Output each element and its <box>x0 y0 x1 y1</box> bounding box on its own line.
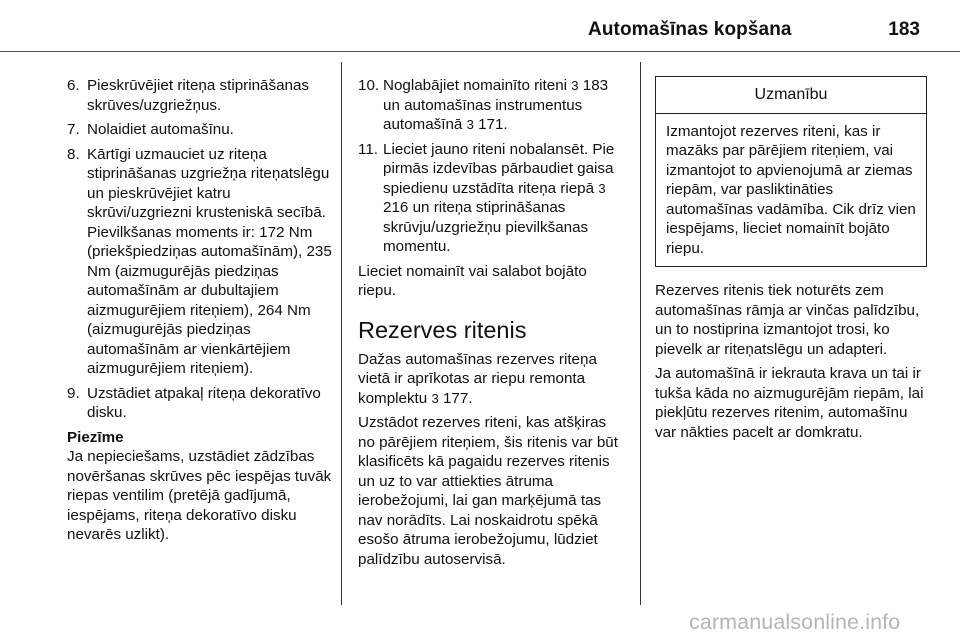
reference-page-link[interactable]: 183 <box>582 77 609 94</box>
step-8 <box>67 145 335 379</box>
watermark-text: carmanualsonline.info <box>689 610 901 634</box>
note-text: Ja nepieciešams, uzstādiet zādzības novēršanas skrūves pēc iespējas tuvāk riepas ventilim (pretējā gadījumā, iespējams, riteņa dekoratīvo disku nevarēs uzlikt). <box>67 448 332 543</box>
step-text: Kārtīgi uzmauciet uz riteņa stiprināšanas uzgriežņa riteņatslēgu un pieskrūvējiet katru skrūvi/uzgriezni krusteniskā secībā. Pievilkšanas moments ir: 172 Nm (priekšpiedziņas automašīnām), 235 Nm (aizmugurējās piedziņas automašīnām ar dubultajiem aizmugurējiem riteņiem), 264 Nm (aizmugurējās piedziņas automašīnām ar vienkārtējiem aizmugurējiem riteņiem). <box>87 145 332 377</box>
step-10 <box>358 76 626 135</box>
step-text: un riteņa stiprināšanas skrūvju/uzgriežņu pievilkšanas momentu. <box>383 199 589 255</box>
step-text: Lieciet jauno riteni nobalansēt. Pie pirmās izdevības pārbaudiet gaisa spiedienu uzstādīta riteņa riepā <box>383 140 615 197</box>
paragraph-jack-required: Ja automašīnā ir iekrauta krava un tai ir tukša kāda no aizmugurējām riepām, lai piekļūtu rezerves ritenim, automašīnu var nākties pacelt ar domkratu. <box>655 365 924 441</box>
step-6 <box>67 76 335 115</box>
step-text: un automašīnas instrumentus automašīnā <box>383 96 583 133</box>
step-number: 10. <box>358 77 380 94</box>
step-text: Nolaidiet automašīnu. <box>87 121 234 138</box>
column-3 <box>655 76 927 447</box>
caution-title: Uzmanību <box>656 77 926 114</box>
step-text: Noglabājiet nomainīto riteni <box>383 77 568 94</box>
step-number: 7. <box>67 121 80 138</box>
step-text: Pieskrūvējiet riteņa stiprināšanas skrūves/uzgriežņus. <box>87 77 310 114</box>
reference-page-link[interactable]: 177. <box>442 389 473 407</box>
paragraph-text: Dažas automašīnas rezerves riteņa vietā ir aprīkotas ar riepu remonta komplektu <box>358 350 597 407</box>
paragraph-replace-tyre: Lieciet nomainīt vai salabot bojāto riepu. <box>358 262 587 299</box>
reference-arrow-icon: 3 <box>466 117 474 132</box>
step-number: 8. <box>67 145 80 163</box>
header-rule <box>0 51 960 52</box>
step-number: 9. <box>67 384 80 402</box>
reference-page-link[interactable]: 216 <box>383 199 409 216</box>
paragraph-repair-kit <box>358 350 626 409</box>
step-number: 11. <box>358 140 378 158</box>
column-1 <box>67 76 335 550</box>
page-header-title: Automašīnas kopšana <box>588 19 792 40</box>
paragraph-spare-stowage: Rezerves ritenis tiek noturēts zem automašīnas rāmja ar vinčas palīdzību, un to nostiprina izmantojot trosi, ko pievelk ar riteņatslēgu un adapteri. <box>655 282 920 358</box>
step-7 <box>67 120 335 140</box>
reference-page-link[interactable]: 171. <box>478 116 508 133</box>
step-number: 6. <box>67 77 80 94</box>
paragraph-temporary-spare: Uzstādot rezerves riteni, kas atšķiras no pārējiem riteņiem, šis ritenis var būt klasificēts kā pagaidu rezerves ritenis un uz to var attiekties ātruma ierobežojumi, lai gan marķējumā tas nav norādīts. Lai noskaidrotu spēkā esošo ātruma ierobežojumu, lūdziet palīdzību autoservisā. <box>358 414 618 568</box>
reference-arrow-icon: 3 <box>431 390 439 406</box>
step-11 <box>358 140 626 257</box>
column-2 <box>358 76 626 574</box>
column-divider-left <box>341 62 342 605</box>
page-number: 183 <box>888 19 920 40</box>
reference-arrow-icon: 3 <box>571 78 579 93</box>
step-9 <box>67 384 335 423</box>
step-text: Uzstādiet atpakaļ riteņa dekoratīvo disku. <box>87 384 321 421</box>
caution-text: Izmantojot rezerves riteni, kas ir mazāks par pārējiem riteņiem, vai izmantojot to apvienojumā ar ziemas riepām, var pasliktināties automašīnas vadāmība. Cik drīz vien iespējams, lieciet nomainīt bojāto riepu. <box>666 122 916 257</box>
caution-box <box>655 76 927 267</box>
column-divider-right <box>640 62 641 605</box>
section-heading: Rezerves ritenis <box>358 316 527 343</box>
note-heading: Piezīme <box>67 428 124 446</box>
reference-arrow-icon: 3 <box>598 180 606 196</box>
